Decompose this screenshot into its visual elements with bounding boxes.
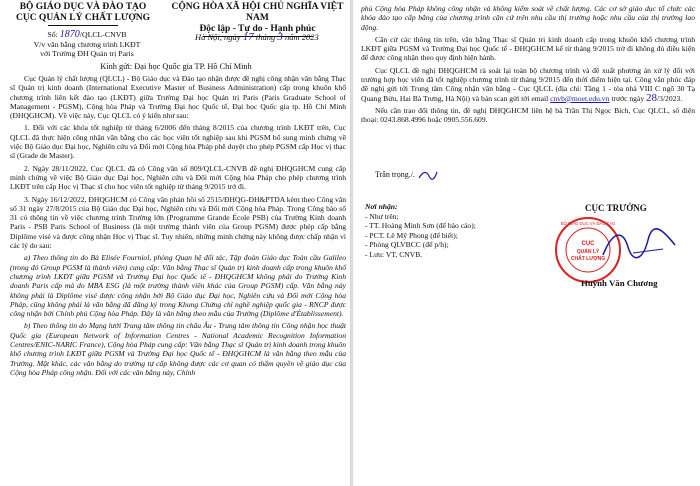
list-item: - Lưu: VT, CNVB.: [365, 249, 423, 259]
paragraph: 2. Ngày 28/11/2022, Cục QLCL đã có Công văn số 809/QLCL-CNVB đề nghị ĐHQGHCM cung cấp minh chứng về việc Bộ Giáo dục Đại học, Nghiên cứu và Đổi mới Cộng hòa Pháp cho phép chương trình LKĐT trên cấp Học vị Thạc sĩ cho học viên tốt nghiệp từ tháng 9/2015 trở đi.: [10, 163, 346, 192]
signer-name: Huỳnh Văn Chương: [581, 278, 658, 288]
handwritten-signature-icon: [593, 225, 683, 265]
paragraph: Nếu cần trao đổi thông tin, đề nghị ĐHQGHCM liên hệ bà Trần Thị Ngọc Bích, Cục QLCL, số điện thoại: 0243.868.4996 hoặc 0905.556.609.: [361, 105, 695, 125]
paragraph: phủ Cộng hòa Pháp không công nhận và không kiểm soát về chất lượng. Các cơ sở giáo dục tổ chức các khóa đào tạo cấp bằng của chương trình căn cứ trên nhu cầu thị trường hoặc nhu cầu của thị trường lao động.: [361, 4, 695, 32]
list-item: - PCT. Lê Mỹ Phong (để biết);: [365, 230, 458, 240]
recipients-title: Nơi nhận:: [365, 202, 398, 211]
recipients-list: [365, 202, 476, 259]
agency-name: CỤC QUẢN LÝ CHẤT LƯỢNG: [15, 13, 151, 23]
svg-text:CHẤT LƯỢNG: CHẤT LƯỢNG: [570, 256, 606, 262]
list-item: - Phòng QLVBCC (để p/h);: [365, 240, 449, 249]
country-name: CỘNG HÒA XÃ HỘI CHỦ NGHĨA VIỆT NAM: [171, 2, 344, 23]
issue-date: [195, 31, 319, 43]
email-link[interactable]: cnvb@moet.edu.vn: [550, 93, 610, 103]
paragraph-text: Cục QLCL đề nghị ĐHQGHCM rà soát lại toàn bộ chương trình và đề xuất phương án xử lý đối với trường hợp học viên đã tốt nghiệp chương trình từ tháng 9/2015 đến thời điểm hiện tại. Công văn phúc đáp đề nghị gửi tới Trung tâm Công nhận văn bằng - Cục QLCL (địa chỉ: Tầng 1 - tòa nhà VIII C ngõ 30 Tạ Quang Bửu, Hai Bà Trưng, Hà Nội) và bản scan gửi tới email: [361, 65, 695, 103]
recipient-line: Kính gửi: Đại học Quốc gia TP. Hồ Chí Minh: [100, 62, 252, 71]
date-day: 17: [242, 31, 254, 43]
date-year: năm 2023: [284, 32, 319, 42]
paragraph: Căn cứ các thông tin trên, văn bằng Thạc sĩ Quản trị kinh doanh cấp trong khuôn khổ chương trình LKĐT giữa PGSM và Trường Đại học Quốc tế - ĐHQGHCM kể từ tháng 9/2015 trở đi không đủ điều kiện để được công nhận theo quy định hiện hành.: [361, 34, 695, 63]
date-prefix: Hà Nội, ngày: [195, 32, 241, 42]
svg-text:QUẢN LÝ: QUẢN LÝ: [576, 249, 600, 255]
initial-mark-icon: [417, 168, 439, 182]
paragraph: Cục Quản lý chất lượng (QLCL) - Bộ Giáo dục và Đào tạo nhận được đề nghị công nhận văn bằng Thạc sĩ Quản trị kinh doanh (International Executive Master of Business Administration) cấp trong khuôn khổ chương trình liên kết đào tạo (LKĐT) giữa Trường Đại học Quản trị Paris (Paris Graduate School of Management - PGSM), Cộng hòa Pháp và Trường Đại học Quốc tế, Đại học Quốc gia tp. Hồ Chí Minh (ĐHQGHCM). Về việc này, Cục QLCL có ý kiến như sau:: [10, 74, 346, 121]
document-number-block: [12, 30, 162, 59]
list-item: - Như trên;: [365, 211, 399, 221]
date-month: 3: [277, 31, 283, 43]
closing-text: Trân trọng./.: [375, 169, 415, 179]
issuer-header: [8, 2, 158, 26]
closing: [375, 168, 439, 182]
doc-number-prefix: Số:: [47, 30, 58, 39]
subject-line-2: với Trường ĐH Quản trị Paris: [40, 49, 134, 58]
svg-text:BỘ GIÁO DỤC VÀ ĐÀO TẠO: BỘ GIÁO DỤC VÀ ĐÀO TẠO: [560, 221, 616, 226]
paragraph: [361, 66, 695, 103]
right-page: [352, 0, 700, 486]
signer-title: CỤC TRƯỞNG: [585, 203, 647, 213]
list-item: - TT. Hoàng Minh Sơn (để báo cáo);: [365, 221, 476, 230]
ministry-name: BỘ GIÁO DỤC VÀ ĐÀO TẠO: [19, 2, 147, 12]
right-body: [361, 4, 695, 128]
paragraph: b) Theo thông tin do Mạng lưới Trung tâm thông tin châu Âu - Trung tâm thông tin Công nhận học thuật Quốc gia (European Network of Information Centres - National Academic Recognition Information Centres/ENIC-NARIC France), Cộng hòa Pháp cung cấp: Văn bằng Thạc sĩ Quản trị kinh doanh trong khuôn khổ chương trình LKĐT giữa PGSM và Trường Đại học Quốc tế - ĐHQGHCM là văn bằng theo mẫu của Trường. Mặt khác, các văn bằng do trường tự cấp không được các cơ quan có thẩm quyền về giáo dục của Cộng hòa Pháp công nhận. Đối với các văn bằng này, Chính: [10, 321, 346, 377]
deadline-suffix: /3/2023.: [657, 93, 683, 103]
issuer-underline: [48, 25, 118, 26]
doc-number-suffix: /QLCL-CNVB: [79, 30, 127, 39]
svg-text:CỤC: CỤC: [581, 241, 595, 247]
deadline-day: 28: [646, 91, 658, 104]
doc-number-handwritten: 1870: [59, 29, 80, 40]
date-month-prefix: tháng: [255, 32, 276, 42]
national-motto: Độc lập - Tự do - Hạnh phúc: [199, 24, 316, 34]
paragraph: a) Theo thông tin do Bà Elisée Fourniol, phòng Quan hệ đối tác, Tập đoàn Giáo dục Toàn cầu Galileo (trong đó Group PGSM là thành viên) cung cấp: Văn bằng Thạc sĩ Quản trị kinh doanh cấp trong khuôn khổ chương trình LKĐT giữa PGSM và Trường Đại học Quốc tế - ĐHQGHCM không phải do Trường Kinh doanh Paris cấp mà do MBA ESG (là một trường thành viên khác của Group PGSM) cấp. Văn bằng này không phải là Diplôme visé được công nhận bởi Bộ Giáo dục Đại học, Nghiên cứu và Đổi mới Cộng hòa Pháp, cũng không phải là văn bằng đã đăng ký trong Khung Chứng chỉ nghề nghiệp quốc gia - RNCP được công nhận bởi Chính phủ Cộng hòa Pháp. Đây là văn bằng theo mẫu của Trường (Diplôme d'Établissement).: [10, 253, 346, 319]
left-body: [10, 74, 346, 380]
paragraph: 3. Ngày 16/12/2022, ĐHQGHCM có Công văn phản hồi số 2515/ĐHQG-ĐH&PTDA kèm theo Công văn số 31 ngày 27/8/2015 của Bộ Giáo dục Đại học, Nghiên cứu và Đổi mới Cộng hòa Pháp. Trong Công báo số 31 có thông tin về việc chương trình Trường lớn (Programme Grande École PSB) của Trường Kinh doanh Paris - PSB Paris School of Business (là một trường thành viên của Group PGSM) được phép cấp bằng Diplôme visé và được công nhận Học vị Thạc sĩ. Tuy nhiên, những minh chứng này không được chấp nhận vì các lý do sau:: [10, 194, 346, 251]
subject-line-1: V/v văn bằng chương trình LKĐT: [33, 39, 141, 49]
deadline-prefix: trước ngày: [611, 93, 645, 103]
paragraph: 1. Đối với các khóa tốt nghiệp từ tháng 6/2006 đến tháng 8/2015 của chương trình LKĐT trên, Cục QLCL đã thực hiện công nhận văn bằng cho các học viên tốt nghiệp sau khi PGSM bổ sung minh chứng về việc Bộ Giáo dục Đại học, Nghiên cứu và Đổi mới Cộng hòa Pháp phê duyệt cho phép PGSM cấp Học vị thạc sĩ (Grade de Master).: [10, 123, 346, 161]
